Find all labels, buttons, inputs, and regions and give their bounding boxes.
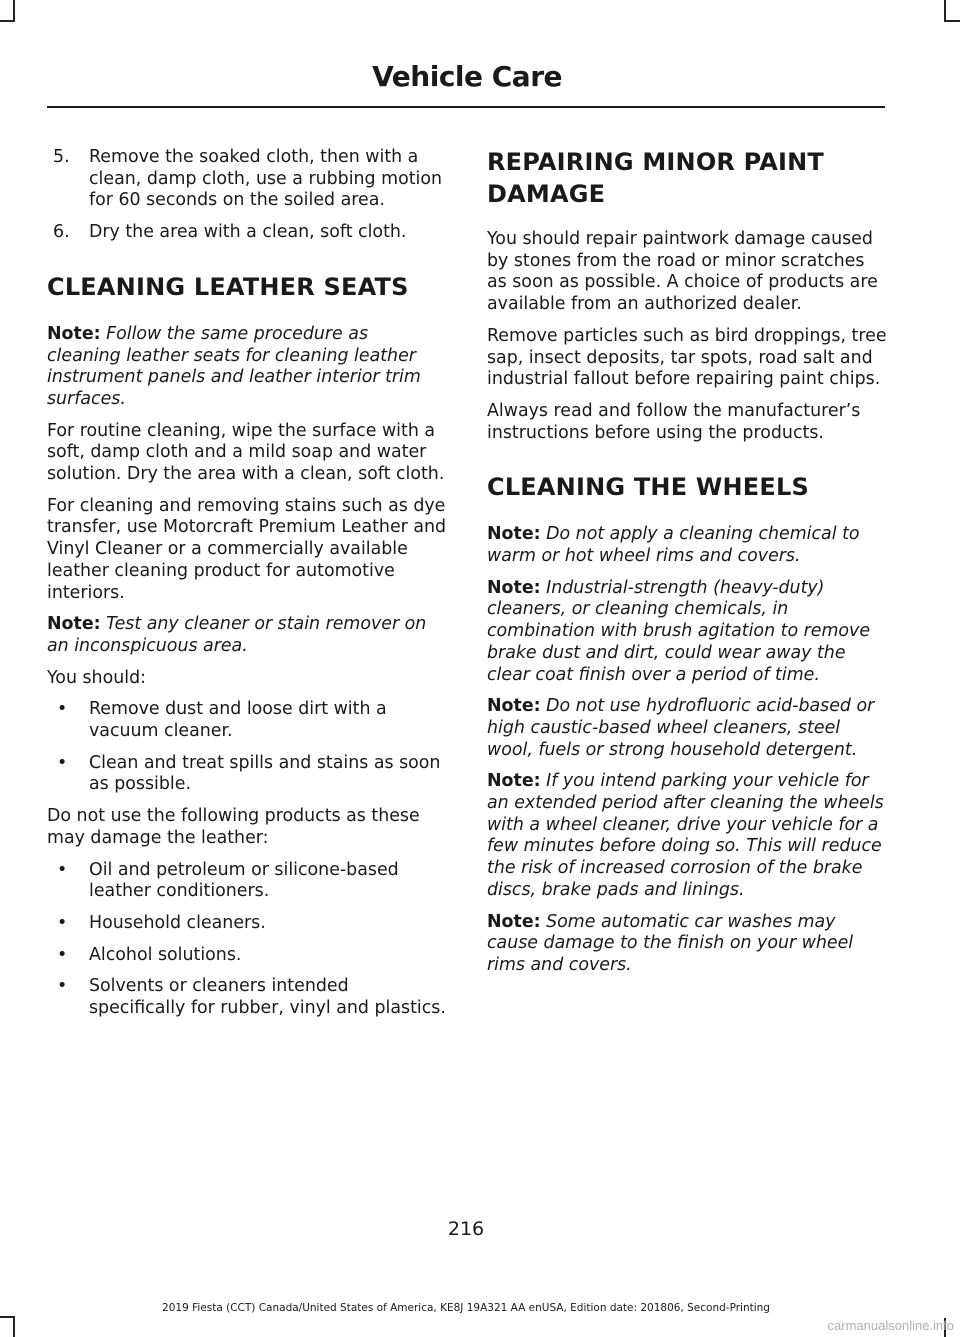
body-paragraph: You should repair paintwork damage caused by stones from the road or minor scratches as soon as possible. A choice of products are available from an authorized dealer. [487,229,878,315]
list-item-text: Household cleaners. [89,912,266,933]
note-label: Note: [487,911,541,932]
list-item [47,976,447,1019]
should-list [47,699,447,796]
crop-mark-bottom-left-h [0,1316,15,1318]
note-paragraph [487,578,887,687]
crop-mark-top-right-h [944,20,960,22]
avoid-list [47,860,447,1020]
note-paragraph [487,696,887,761]
note-paragraph [47,614,447,657]
header-divider [47,106,885,108]
page-number: 216 [447,1218,485,1240]
note-paragraph [487,771,887,901]
note-label: Note: [487,524,541,545]
body-paragraph: For routine cleaning, wipe the surface with a soft, damp cloth and a mild soap and water solution. Dry the area with a clean, soft cloth. [47,420,445,485]
list-item [47,860,447,903]
note-text: Do not apply a cleaning chemical to warm or hot wheel rims and covers. [487,524,860,567]
note-label: Note: [487,696,541,717]
note-text: Some automatic car washes may cause damage to the finish on your wheel rims and covers. [487,911,854,975]
page-title: Vehicle Care [372,60,562,93]
list-item-text: Solvents or cleaners intended specifically for rubber, vinyl and plastics. [89,976,446,1019]
bullet-icon: • [57,976,68,997]
note-label: Note: [487,771,541,792]
heading-line: REPAIRING MINOR PAINT [487,148,825,176]
note-text: Industrial-strength (heavy-duty) cleaners, or cleaning chemicals, in combination with brush agitation to remove brake dust and dirt, could wear away the clear coat finish over a period of time. [487,577,871,685]
note-label: Note: [47,323,101,344]
crop-mark-top-left [13,0,15,22]
footer-edition-info: 2019 Fiesta (CCT) Canada/United States of America, KE8J 19A321 AA enUSA, Edition date: 201806, Second-Printing [162,1302,770,1314]
bullet-icon: • [57,752,68,773]
step-text: Remove the soaked cloth, then with a clean, damp cloth, use a rubbing motion for 60 seconds on the soiled area. [89,147,443,211]
step-item [47,147,447,212]
bullet-icon: • [57,699,68,720]
list-item [47,699,447,742]
list-item-text: Clean and treat spills and stains as soon as possible. [89,752,441,795]
body-paragraph: For cleaning and removing stains such as dye transfer, use Motorcraft Premium Leather and Vinyl Cleaner or a commercially available leather cleaning product for automotive interiors. [47,495,447,603]
crop-mark-top-left-h [0,20,15,22]
note-label: Note: [487,577,541,598]
heading-line: DAMAGE [487,180,606,208]
right-column [487,147,887,987]
steps-list [47,147,447,244]
list-item [47,945,447,967]
list-item-text: Remove dust and loose dirt with a vacuum cleaner. [89,699,387,742]
step-number: 6. [53,222,70,243]
list-item [47,913,447,935]
note-text: Test any cleaner or stain remover on an inconspicuous area. [47,614,427,656]
note-paragraph [487,912,887,977]
section-heading-leather: CLEANING LEATHER SEATS [47,272,409,301]
body-paragraph: Always read and follow the manufacturer’s instructions before using the products. [487,400,861,443]
left-column [47,147,447,1030]
note-paragraph [47,324,447,411]
list-item-text: Alcohol solutions. [89,944,242,965]
watermark: carmanualsonline.info [827,1318,954,1333]
section-heading-paint [487,147,887,209]
note-text: Do not use hydrofluoric acid-based or high caustic-based wheel cleaners, steel wool, fuels or strong household detergent. [487,696,875,760]
list-item [47,753,447,796]
body-paragraph: You should: [47,667,146,688]
note-text: If you intend parking your vehicle for an extended period after cleaning the wheels with a wheel cleaner, drive your vehicle for a few minutes before doing so. This will reduce the risk of increased corrosion of the brake discs, brake pads and linings. [487,771,884,900]
crop-mark-bottom-left [13,1318,15,1337]
section-heading-wheels: CLEANING THE WHEELS [487,473,809,502]
note-label: Note: [47,614,101,635]
body-paragraph: Remove particles such as bird droppings, tree sap, insect deposits, tar spots, road salt and industrial fallout before repairing paint chips. [487,325,887,390]
crop-mark-top-right [944,0,946,22]
bullet-icon: • [57,859,68,880]
list-item-text: Oil and petroleum or silicone-based leather conditioners. [89,859,399,902]
bullet-icon: • [57,944,68,965]
step-item [47,222,447,244]
note-text: Follow the same procedure as cleaning leather seats for cleaning leather instrument panels and leather interior trim surfaces. [47,323,421,409]
note-paragraph [487,524,887,567]
step-text: Dry the area with a clean, soft cloth. [89,222,407,243]
step-number: 5. [53,147,70,167]
bullet-icon: • [57,912,68,933]
body-paragraph: Do not use the following products as these may damage the leather: [47,806,420,848]
